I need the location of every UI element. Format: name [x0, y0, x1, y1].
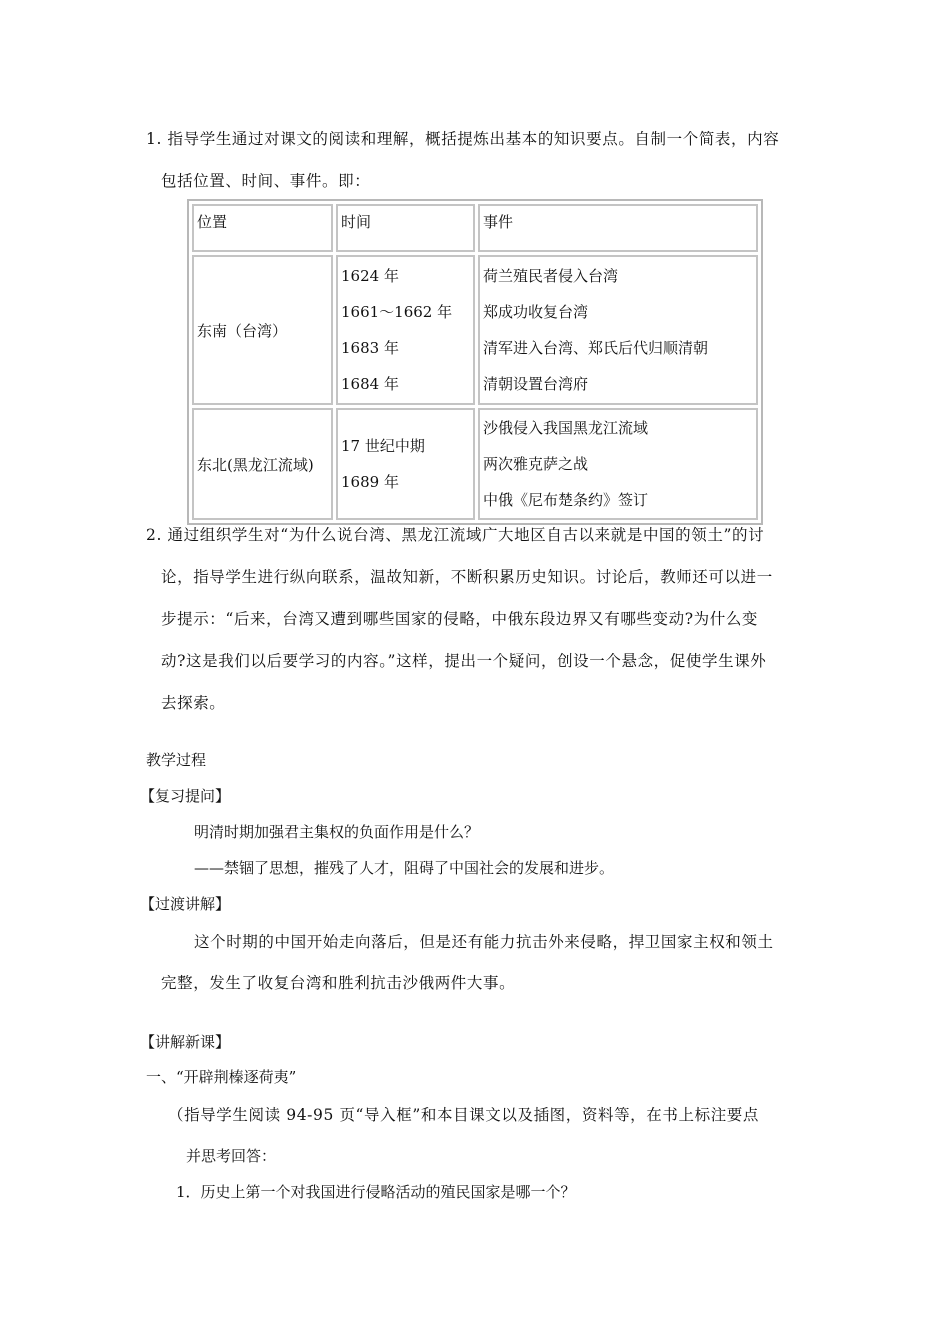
- item1-line1: 1. 指导学生通过对课文的阅读和理解，概括提炼出基本的知识要点。自制一个简表，内容: [146, 130, 780, 148]
- item2-line: 步提示：“后来，台湾又遭到哪些国家的侵略，中俄东段边界又有哪些变动?为什么变: [161, 610, 759, 628]
- item2-line: 2. 通过组织学生对“为什么说台湾、黑龙江流域广大地区自古以来就是中国的领土”的讨: [146, 526, 765, 544]
- event-item: 两次雅克萨之战: [483, 455, 589, 473]
- review-answer: ——禁锢了思想，摧残了人才，阻碍了中国社会的发展和进步。: [194, 859, 615, 877]
- transition-line2: 完整，发生了收复台湾和胜利抗击沙俄两件大事。: [161, 974, 516, 992]
- time-item: 1683 年: [341, 339, 399, 357]
- time-item: 1661～1662 年: [341, 303, 453, 321]
- review-question: 明清时期加强君主集权的负面作用是什么？: [194, 823, 480, 841]
- event-cell: [478, 408, 758, 520]
- header-event: 事件: [478, 204, 758, 252]
- transition-heading: 【过渡讲解】: [140, 895, 231, 913]
- event-item: 中俄《尼布楚条约》签订: [483, 491, 649, 509]
- table-row: [192, 255, 758, 405]
- event-item: 清军进入台湾、郑氏后代归顺清朝: [483, 339, 709, 357]
- transition-line1: 这个时期的中国开始走向落后，但是还有能力抗击外来侵略，捍卫国家主权和领土: [194, 933, 774, 951]
- item1-line2: 包括位置、时间、事件。即：: [161, 172, 371, 190]
- header-location: 位置: [192, 204, 333, 252]
- item2-line: 论，指导学生进行纵向联系，温故知新，不断积累历史知识。讨论后，教师还可以进一: [161, 568, 773, 586]
- question1: 1．历史上第一个对我国进行侵略活动的殖民国家是哪一个？: [176, 1183, 576, 1201]
- location-cell: 东北(黑龙江流域): [192, 408, 333, 520]
- event-item: 荷兰殖民者侵入台湾: [483, 267, 619, 285]
- time-item: 1684 年: [341, 375, 399, 393]
- review-heading: 【复习提问】: [140, 787, 231, 805]
- event-item: 郑成功收复台湾: [483, 303, 589, 321]
- time-item: 1689 年: [341, 473, 399, 491]
- time-cell: [336, 408, 475, 520]
- event-cell: [478, 255, 758, 405]
- table-row: [192, 408, 758, 520]
- item2-line: 动?这是我们以后要学习的内容。”这样，提出一个疑问，创设一个悬念，促使学生课外: [161, 652, 767, 670]
- instruction-line1: （指导学生阅读 94-95 页“导入框”和本目课文以及插图，资料等，在书上标注要点: [168, 1106, 759, 1124]
- header-time: 时间: [336, 204, 475, 252]
- instruction-line2: 并思考回答：: [186, 1147, 277, 1165]
- event-item: 清朝设置台湾府: [483, 375, 589, 393]
- process-title: 教学过程: [146, 751, 207, 769]
- new-lesson-heading: 【讲解新课】: [140, 1033, 231, 1051]
- time-item: 17 世纪中期: [341, 437, 425, 455]
- table-header-row: [192, 204, 758, 252]
- event-item: 沙俄侵入我国黑龙江流域: [483, 419, 649, 437]
- location-cell: 东南（台湾）: [192, 255, 333, 405]
- time-item: 1624 年: [341, 267, 399, 285]
- section1-title: 一、“开辟荆榛逐荷夷”: [146, 1068, 297, 1086]
- summary-table: [187, 199, 763, 525]
- item2-line: 去探索。: [161, 694, 226, 712]
- time-cell: [336, 255, 475, 405]
